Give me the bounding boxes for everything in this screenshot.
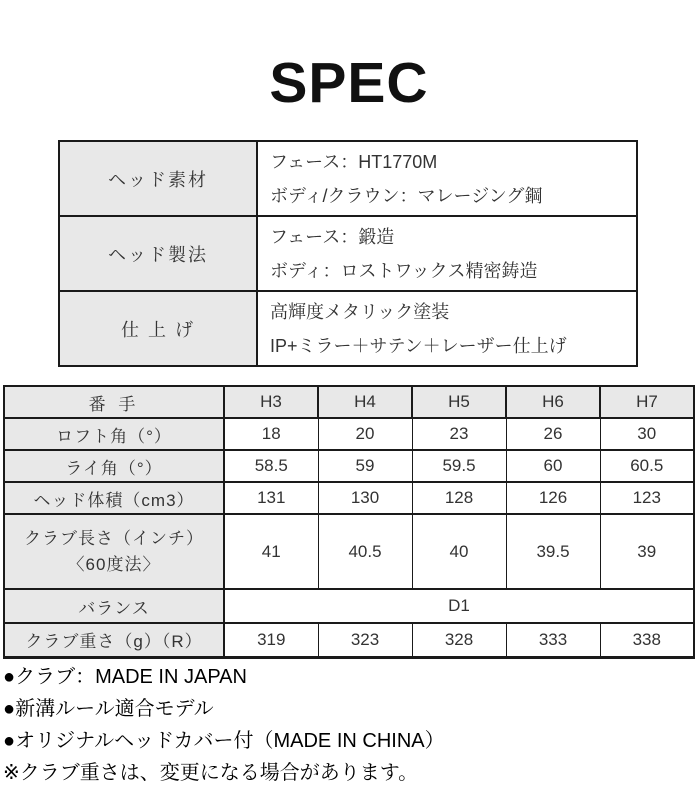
row-label-lie: ライ角（°） <box>4 450 224 482</box>
column-header-h7: H7 <box>600 386 694 418</box>
table-row <box>59 216 637 291</box>
cell-value: 39 <box>600 514 694 589</box>
table-row <box>59 141 637 216</box>
row-label-length-line1: クラブ長さ（インチ） <box>24 528 204 548</box>
cell-value: 41 <box>224 514 318 589</box>
table-header-row <box>4 386 694 418</box>
spec-row-label-method: ヘッド製法 <box>59 216 257 291</box>
cell-value: 40.5 <box>318 514 412 589</box>
cell-value: 128 <box>412 482 506 514</box>
footnotes <box>3 661 693 789</box>
column-header-h3: H3 <box>224 386 318 418</box>
spec-row-value <box>257 216 637 291</box>
column-header-h4: H4 <box>318 386 412 418</box>
spec-value-line: フェース：HT1770M <box>270 151 438 172</box>
cell-value-balance: D1 <box>224 589 694 623</box>
spec-value-line: フェース：鍛造 <box>270 226 395 247</box>
spec-value-line: ボディ/クラウン：マレージング鋼 <box>270 185 543 206</box>
cell-value: 328 <box>412 623 506 657</box>
cell-value: 130 <box>318 482 412 514</box>
note-line: ※クラブ重さは、変更になる場合があります。 <box>3 762 419 784</box>
cell-value: 333 <box>506 623 600 657</box>
cell-value: 58.5 <box>224 450 318 482</box>
spec-value-line: IP+ミラー＋サテン＋レーザー仕上げ <box>270 335 567 356</box>
column-header-number: 番 手 <box>4 386 224 418</box>
note-line: ●新溝ルール適合モデル <box>3 698 214 720</box>
cell-value: 319 <box>224 623 318 657</box>
cell-value: 20 <box>318 418 412 450</box>
cell-value: 39.5 <box>506 514 600 589</box>
cell-value: 59 <box>318 450 412 482</box>
spec-row-label-material: ヘッド素材 <box>59 141 257 216</box>
cell-value: 126 <box>506 482 600 514</box>
cell-value: 26 <box>506 418 600 450</box>
column-header-h5: H5 <box>412 386 506 418</box>
club-spec-table <box>3 385 695 659</box>
row-label-loft: ロフト角（°） <box>4 418 224 450</box>
spec-value-line: ボディ：ロストワックス精密鋳造 <box>270 260 538 281</box>
cell-value: 23 <box>412 418 506 450</box>
table-row-balance <box>4 589 694 623</box>
spec-value-line: 高輝度メタリック塗装 <box>270 301 450 322</box>
column-header-h6: H6 <box>506 386 600 418</box>
cell-value: 123 <box>600 482 694 514</box>
head-spec-table <box>58 140 638 367</box>
table-row-lie <box>4 450 694 482</box>
cell-value: 18 <box>224 418 318 450</box>
row-label-length <box>4 514 224 589</box>
spec-row-value <box>257 141 637 216</box>
cell-value: 59.5 <box>412 450 506 482</box>
cell-value: 30 <box>600 418 694 450</box>
note-line: ●オリジナルヘッドカバー付（MADE IN CHINA） <box>3 730 445 752</box>
cell-value: 60 <box>506 450 600 482</box>
cell-value: 338 <box>600 623 694 657</box>
table-row <box>59 291 637 366</box>
row-label-weight: クラブ重さ（g）（R） <box>4 623 224 657</box>
cell-value: 60.5 <box>600 450 694 482</box>
cell-value: 40 <box>412 514 506 589</box>
table-row-volume <box>4 482 694 514</box>
cell-value: 323 <box>318 623 412 657</box>
row-label-balance: バランス <box>4 589 224 623</box>
table-row-loft <box>4 418 694 450</box>
row-label-volume: ヘッド体積（cm3） <box>4 482 224 514</box>
page-title: SPEC <box>269 51 429 115</box>
spec-row-value <box>257 291 637 366</box>
row-label-length-line2: 〈60度法〉 <box>67 554 161 574</box>
note-line: ●クラブ：MADE IN JAPAN <box>3 666 247 688</box>
spec-row-label-finish: 仕 上 げ <box>59 291 257 366</box>
cell-value: 131 <box>224 482 318 514</box>
table-row-length <box>4 514 694 589</box>
table-row-weight <box>4 623 694 657</box>
